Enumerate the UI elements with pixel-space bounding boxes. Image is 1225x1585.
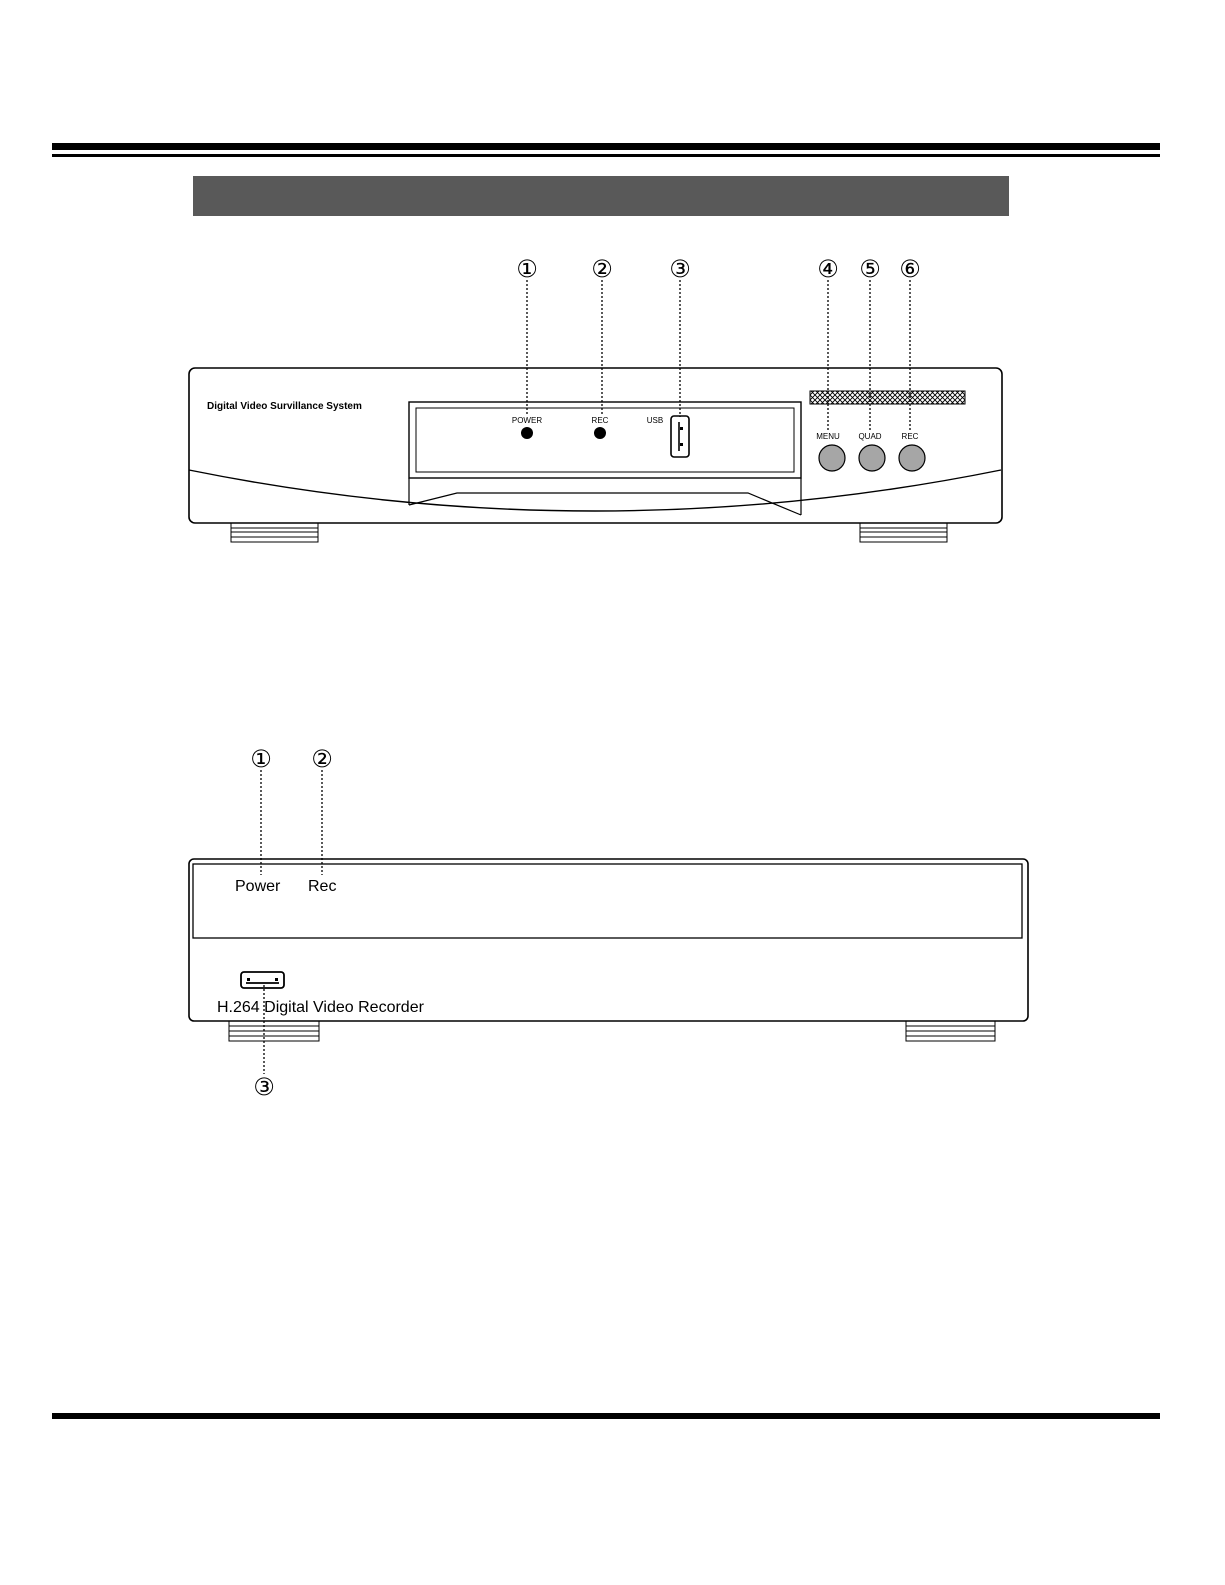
rec-button-label: REC bbox=[901, 432, 919, 441]
callout-4: ④ bbox=[817, 255, 839, 283]
usb-label: USB bbox=[646, 416, 664, 425]
rec-led bbox=[594, 427, 606, 439]
usb-port-icon bbox=[241, 972, 284, 988]
rec-indicator-label: REC bbox=[591, 416, 609, 425]
diagram-b-callout-2: ② bbox=[311, 745, 333, 773]
quad-button[interactable] bbox=[859, 445, 885, 471]
power-indicator-label: POWER bbox=[511, 416, 543, 425]
diagram-b-callout-3: ③ bbox=[253, 1073, 275, 1101]
diagram-b-foot-left bbox=[229, 1021, 319, 1041]
callout-3: ③ bbox=[669, 255, 691, 283]
quad-button-label: QUAD bbox=[858, 432, 882, 441]
diagram-b-callout-1: ① bbox=[250, 745, 272, 773]
diagram-a-brand-text: Digital Video Survillance System bbox=[207, 401, 362, 412]
rec-button[interactable] bbox=[899, 445, 925, 471]
rec-label: Rec bbox=[308, 878, 337, 895]
diagram-a-foot-right bbox=[860, 523, 947, 542]
menu-button-label: MENU bbox=[816, 432, 840, 441]
usb-port-icon bbox=[671, 416, 689, 457]
diagram-b-model-text: H.264 Digital Video Recorder bbox=[217, 999, 424, 1016]
callout-2: ② bbox=[591, 255, 613, 283]
callout-5: ⑤ bbox=[859, 255, 881, 283]
diagram-a-grille bbox=[810, 391, 965, 404]
diagram-b-top-panel bbox=[193, 864, 1022, 938]
power-label: Power bbox=[235, 878, 281, 895]
diagram-a bbox=[189, 255, 1002, 542]
menu-button[interactable] bbox=[819, 445, 845, 471]
power-led bbox=[521, 427, 533, 439]
diagram-b bbox=[189, 745, 1028, 1101]
diagram-a-display-window bbox=[409, 402, 801, 478]
callout-6: ⑥ bbox=[899, 255, 921, 283]
diagram-b-foot-right bbox=[906, 1021, 995, 1041]
callout-1: ① bbox=[516, 255, 538, 283]
diagram-a-foot-left bbox=[231, 523, 318, 542]
